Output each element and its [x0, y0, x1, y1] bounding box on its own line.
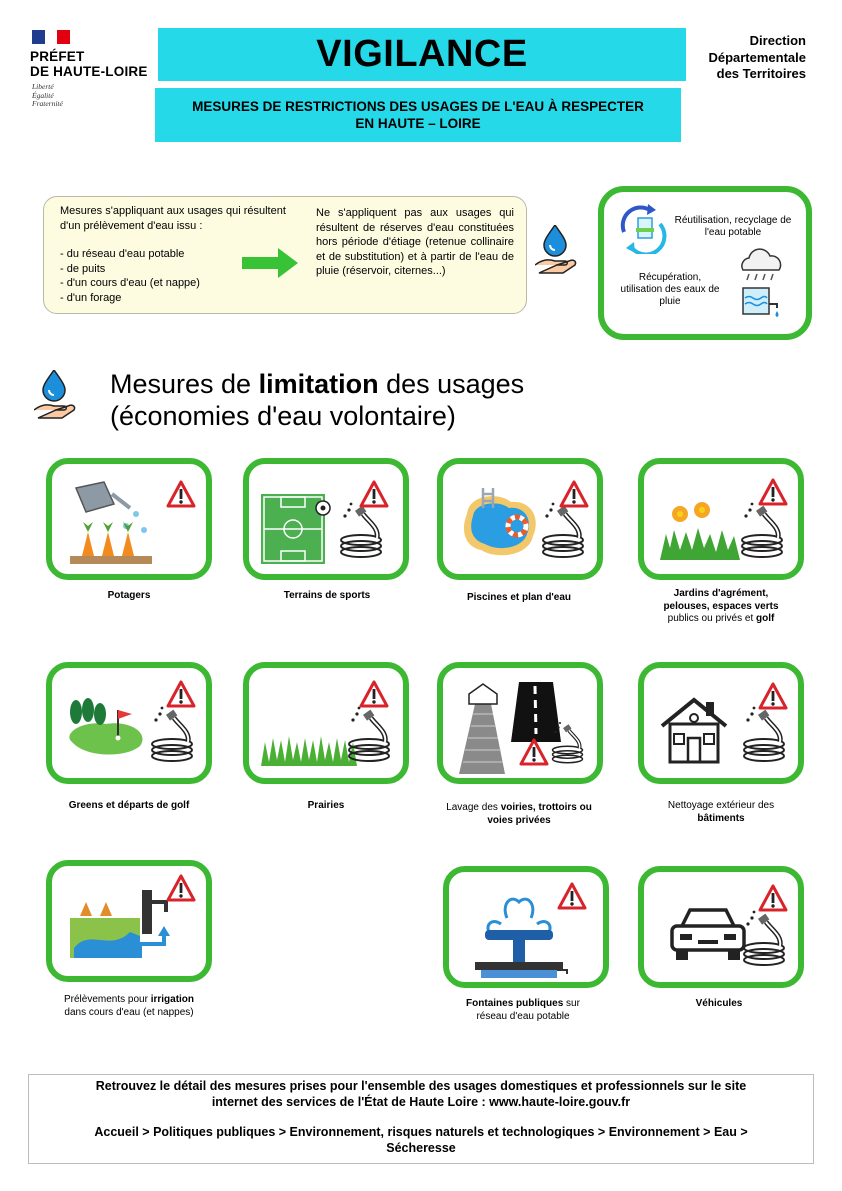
warning-icon — [359, 480, 389, 510]
usage-caption: Véhicules — [695, 998, 743, 1009]
republic-motto: Liberté Égalité Fraternité — [32, 82, 63, 108]
water-drop-hand-icon — [535, 225, 585, 277]
usage-caption: Piscines et plan d'eau — [466, 592, 572, 603]
usage-caption: Prélèvements pour irrigation dans cours d'eau (et nappes) — [63, 994, 195, 1018]
usage-card-irrigation — [46, 860, 212, 982]
warning-icon — [758, 478, 788, 508]
usage-caption: Lavage des voiries, trottoirs ou voies privées — [446, 802, 592, 826]
irrigation-pump-icon — [70, 888, 180, 968]
usage-card-gardens — [638, 458, 804, 580]
page-subtitle: MESURES DE RESTRICTIONS DES USAGES DE L'EAU À RESPECTER EN HAUTE – LOIRE — [155, 88, 681, 142]
hose-icon — [339, 508, 389, 560]
garden-flowers-icon — [660, 500, 740, 562]
warning-icon — [758, 884, 788, 914]
footer-text: Retrouvez le détail des mesures prises pour l'ensemble des usages domestiques et professionnels sur le site internet des services de l'État de Haute Loire : www.haute-loire.gouv.fr Accueil > Politiques publiques > Environnement, risques naturels et technologiques > Environnement > Eau > Sécheresse — [94, 1079, 748, 1155]
usage-caption: Jardins d'agrément, pelouses, espaces verts publics ou privés et golf — [663, 588, 779, 624]
scope-excludes-text: Ne s'appliquent pas aux usages qui résultent de réserves d'eau constituées hors période d'étiage (retenue collinaire et de substitution) et à partir de l'eau de pluie (réservoir, citernes...) — [316, 207, 514, 277]
french-flag-icon — [32, 30, 70, 44]
page-title: VIGILANCE — [158, 28, 686, 81]
usage-card-potagers — [46, 458, 212, 580]
warning-icon — [166, 874, 196, 904]
usage-caption: Greens et départs de golf — [68, 800, 190, 811]
usage-card-golf — [46, 662, 212, 784]
ddt-label: Direction Départementale des Territoires — [708, 33, 806, 81]
hose-icon — [742, 916, 792, 968]
water-drop-hand-icon — [34, 370, 84, 422]
usage-card-vehicles — [638, 866, 804, 988]
fountain-icon — [471, 888, 571, 980]
warning-icon — [557, 882, 587, 912]
house-icon — [658, 694, 730, 766]
warning-icon — [166, 680, 196, 710]
usage-card-meadows — [243, 662, 409, 784]
hose-icon — [742, 712, 792, 764]
recycle-water-icon — [614, 202, 672, 254]
rain-collection-text: Récupération, utilisation des eaux de pluie — [620, 272, 720, 307]
warning-icon — [519, 738, 549, 768]
reuse-text: Réutilisation, recyclage de l'eau potable — [674, 215, 792, 238]
rain-tank-icon — [735, 248, 787, 318]
usage-card-buildings — [638, 662, 804, 784]
warning-icon — [166, 480, 196, 510]
hose-icon — [740, 508, 790, 560]
section-title: Mesures de limitation des usages (économies d'eau volontaire) — [110, 369, 525, 431]
scope-applies-text: Mesures s'appliquant aux usages qui résultent d'un prélèvement d'eau issu : - du réseau d'eau potable - de puits - d'un cours d'eau (et nappe) - d'un forage — [60, 205, 286, 304]
usage-card-fountains — [443, 866, 609, 988]
prefecture-name: PRÉFET DE HAUTE-LOIRE — [30, 49, 148, 79]
usage-caption: Prairies — [307, 800, 345, 811]
hose-icon — [541, 508, 591, 560]
hose-icon — [347, 712, 397, 764]
hose-icon — [150, 712, 200, 764]
usage-caption: Terrains de sports — [283, 590, 371, 601]
meadow-grass-icon — [261, 734, 357, 766]
warning-icon — [359, 680, 389, 710]
watering-can-icon — [56, 474, 156, 564]
usage-caption: Potagers — [107, 590, 151, 601]
car-icon — [668, 906, 748, 966]
warning-icon — [559, 480, 589, 510]
hose-icon — [551, 726, 591, 766]
usage-caption: Nettoyage extérieur des bâtiments — [667, 800, 775, 824]
usage-card-roads — [437, 662, 603, 784]
usage-caption: Fontaines publiques sur réseau d'eau potable — [466, 998, 580, 1022]
usage-card-pools — [437, 458, 603, 580]
right-arrow-icon — [240, 246, 300, 280]
warning-icon — [758, 682, 788, 712]
ball-icon — [315, 500, 331, 516]
golf-green-icon — [62, 694, 152, 764]
usage-card-sports — [243, 458, 409, 580]
pool-icon — [459, 484, 543, 562]
